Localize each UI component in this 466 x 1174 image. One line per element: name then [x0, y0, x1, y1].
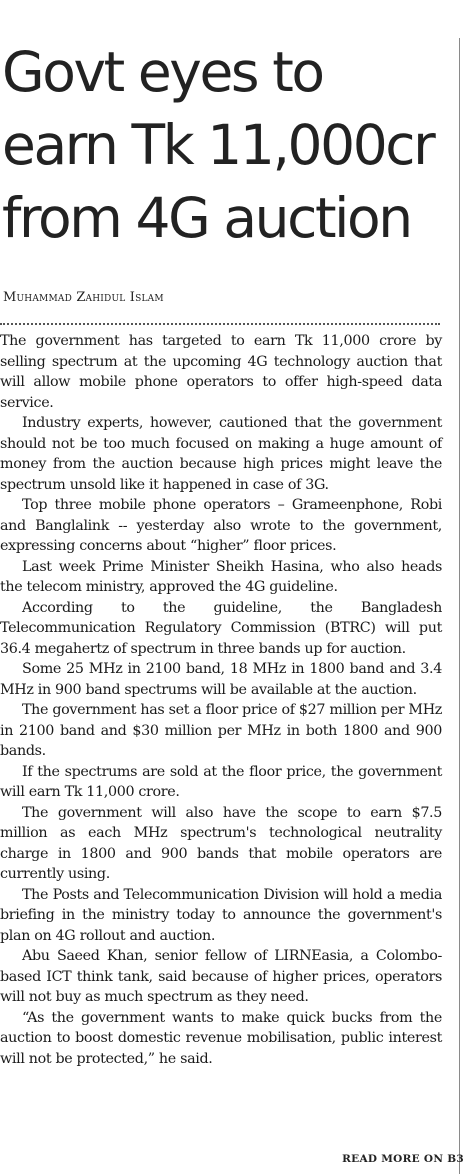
byline: Muhammad Zahidul Islam	[3, 290, 164, 305]
article-body	[0, 331, 442, 1069]
paragraph: According to the guideline, the Bangladesh Telecommunication Regulatory Commission (BTRC) will put 36.4 megahertz of spectrum in three bands up for auction.	[0, 599, 442, 657]
dotted-divider	[0, 323, 440, 325]
paragraph: If the spectrums are sold at the floor price, the government will earn Tk 11,000 crore.	[0, 763, 442, 800]
paragraph: The Posts and Telecommunication Division will hold a media briefing in the ministry today to announce the government's plan on 4G rollout and auction.	[0, 886, 442, 944]
paragraph: Industry experts, however, cautioned that the government should not be too much focused on making a huge amount of money from the auction because high prices might leave the spectrum unsold like it happened in case of 3G.	[0, 415, 442, 493]
column-rule	[459, 38, 460, 1174]
read-more-link[interactable]: READ MORE ON B3	[342, 1153, 464, 1165]
paragraph: “As the government wants to make quick bucks from the auction to boost domestic revenue mobilisation, public interest will not be protected,” he said.	[0, 1009, 442, 1067]
paragraph: The government will also have the scope to earn $7.5 million as each MHz spectrum's technological neutrality charge in 1800 and 900 bands that mobile operators are currently using.	[0, 804, 442, 882]
paragraph: Some 25 MHz in 2100 band, 18 MHz in 1800 band and 3.4 MHz in 900 band spectrums will be available at the auction.	[0, 661, 442, 698]
paragraph: Abu Saeed Khan, senior fellow of LIRNEasia, a Colombo-based ICT think tank, said because of higher prices, operators will not buy as much spectrum as they need.	[0, 948, 442, 1005]
paragraph: Last week Prime Minister Sheikh Hasina, who also heads the telecom ministry, approved the 4G guideline.	[0, 558, 442, 595]
paragraph: The government has targeted to earn Tk 11,000 crore by selling spectrum at the upcoming 4G technology auction that will allow mobile phone operators to offer high-speed data service.	[0, 333, 442, 411]
paragraph: The government has set a floor price of $27 million per MHz in 2100 band and $30 million per MHz in both 1800 and 900 bands.	[0, 702, 442, 759]
headline: Govt eyes to earn Tk 11,000cr from 4G auction	[2, 40, 434, 250]
paragraph: Top three mobile phone operators – Grameenphone, Robi and Banglalink -- yesterday also wrote to the government, expressing concerns about “higher” floor prices.	[0, 497, 442, 554]
article	[0, 0, 442, 255]
